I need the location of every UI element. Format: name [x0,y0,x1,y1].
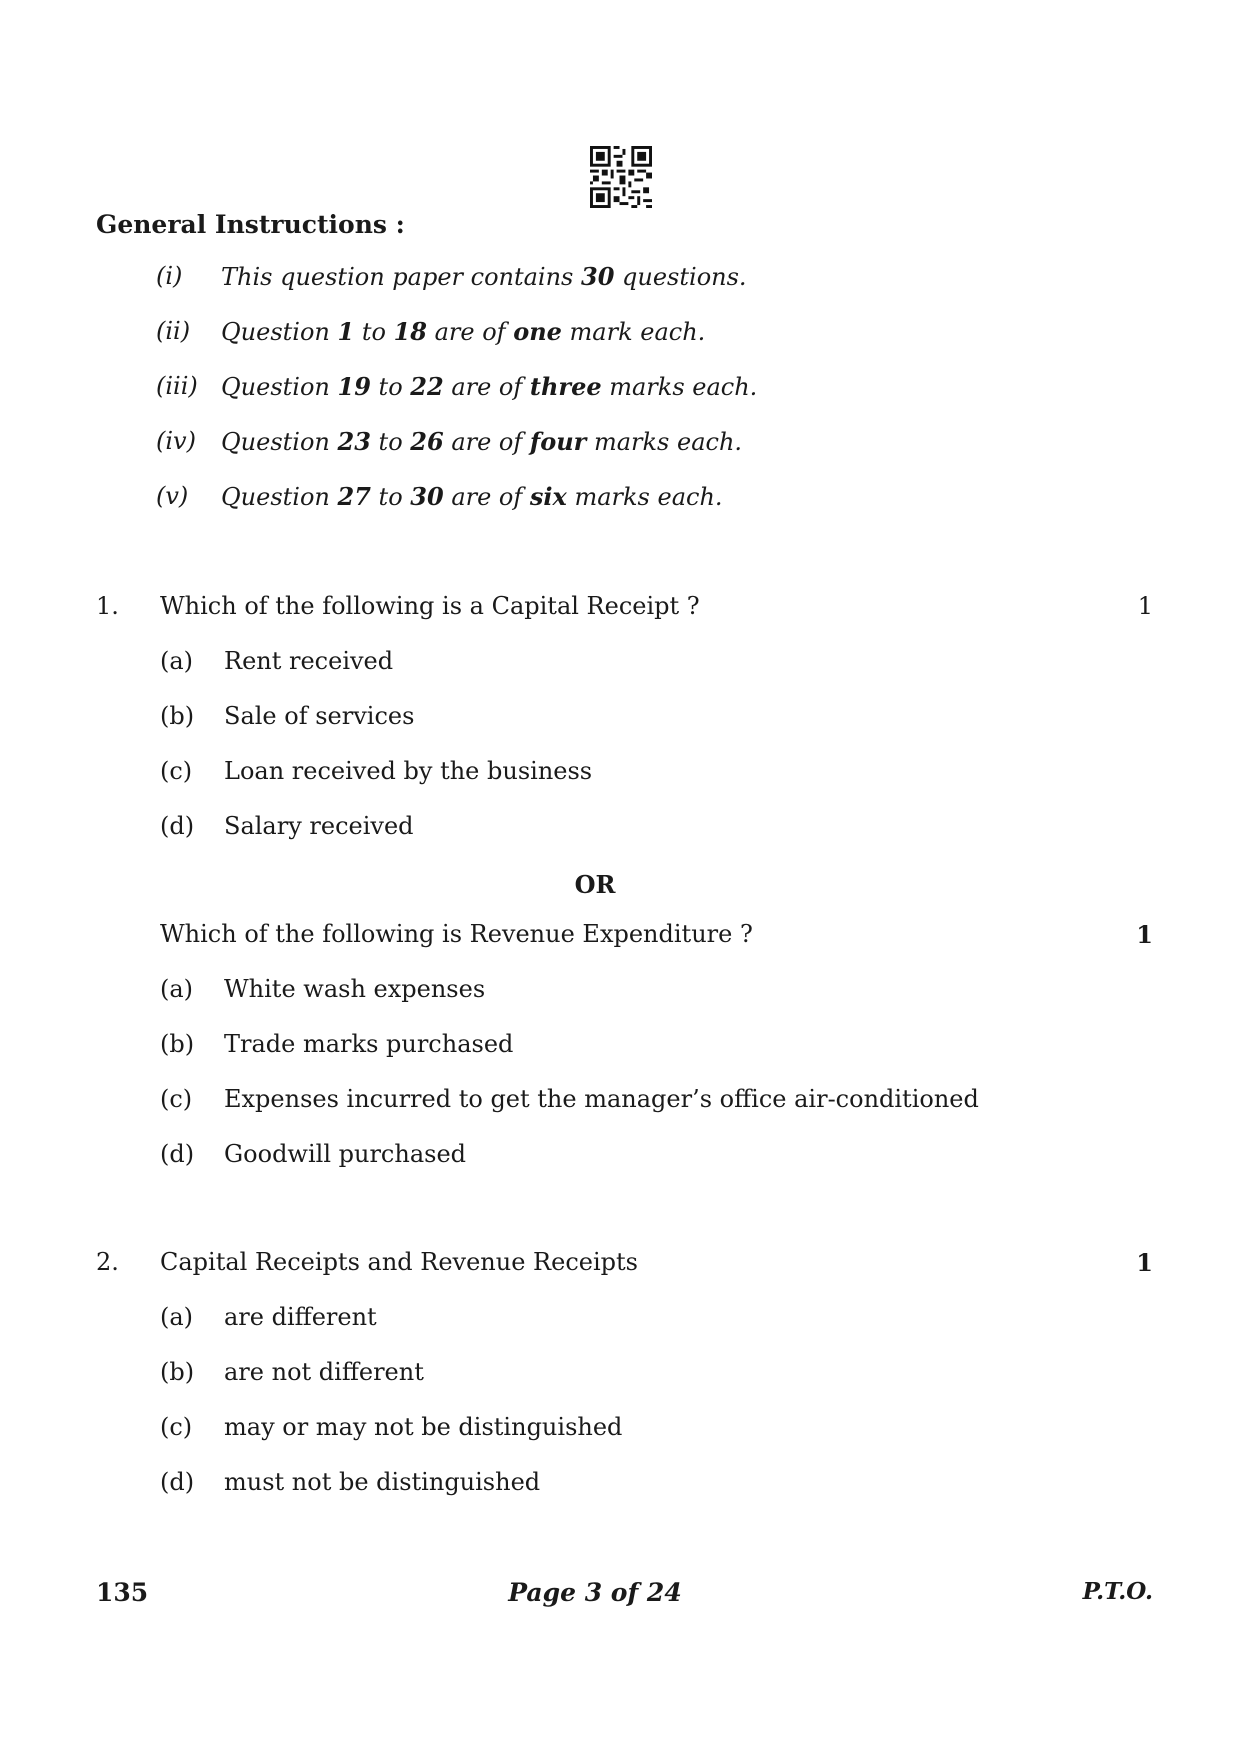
option-letter: (d) [160,812,195,840]
question-marks: 1 [1137,592,1153,620]
question-text: Which of the following is Revenue Expenditure ? [160,920,753,948]
question-marks: 1 [1136,1248,1153,1277]
question-text: Which of the following is a Capital Receipt ? [160,592,700,620]
question-number: 1. [96,592,119,620]
instruction-text: Question 27 to 30 are of six marks each. [221,482,723,511]
instruction-text: Question 1 to 18 are of one mark each. [221,317,706,346]
option-text: White wash expenses [224,975,486,1003]
option-letter: (b) [160,1030,195,1058]
option-letter: (a) [160,647,194,675]
paper-code: 135 [96,1578,149,1607]
option-text: Loan received by the business [224,757,593,785]
option-text: Salary received [224,812,414,840]
option-text: Sale of services [224,702,415,730]
general-instructions-heading: General Instructions : [96,210,405,239]
or-divider-label: OR [574,870,616,899]
question-text: Capital Receipts and Revenue Receipts [160,1248,638,1276]
instruction-text: This question paper contains 30 questions. [221,262,747,291]
question-number: 2. [96,1248,119,1276]
question-marks: 1 [1136,920,1153,949]
option-letter: (c) [160,1413,193,1441]
option-letter: (c) [160,1085,193,1113]
option-text: are different [224,1303,377,1331]
instruction-number: (iv) [156,427,196,455]
instruction-text: Question 23 to 26 are of four marks each. [221,427,743,456]
option-text: may or may not be distinguished [224,1413,623,1441]
option-letter: (b) [160,702,195,730]
page-number: Page 3 of 24 [508,1578,682,1607]
option-letter: (d) [160,1468,195,1496]
instruction-number: (ii) [156,317,191,345]
option-text: Rent received [224,647,394,675]
option-letter: (d) [160,1140,195,1168]
qr-code-icon [590,146,652,208]
instruction-number: (i) [156,262,183,290]
pto-label: P.T.O. [1082,1578,1153,1605]
option-letter: (a) [160,1303,194,1331]
option-text: Trade marks purchased [224,1030,514,1058]
option-letter: (c) [160,757,193,785]
option-text: are not different [224,1358,424,1386]
option-letter: (b) [160,1358,195,1386]
option-text: must not be distinguished [224,1468,541,1496]
instruction-text: Question 19 to 22 are of three marks each. [221,372,758,401]
option-text: Expenses incurred to get the manager’s office air-conditioned [224,1085,979,1113]
instruction-number: (v) [156,482,189,510]
option-text: Goodwill purchased [224,1140,467,1168]
option-letter: (a) [160,975,194,1003]
instruction-number: (iii) [156,372,198,400]
